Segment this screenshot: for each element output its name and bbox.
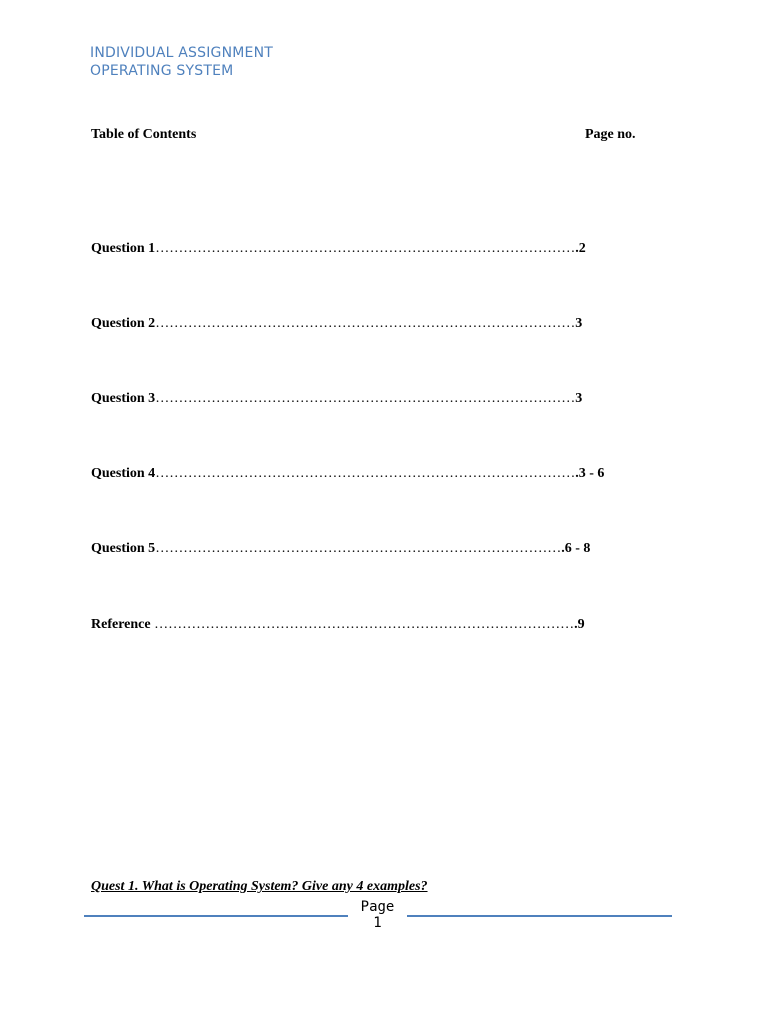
toc-entry-page: 3 [575,316,583,331]
toc-entry-label: Question 1 [91,241,156,256]
toc-entry-question-4[interactable] [91,465,604,483]
toc-entry-question-2[interactable] [91,315,582,333]
footer-page-value: 1 [373,915,382,931]
toc-entry-label: Question 2 [91,316,156,331]
toc-entry-reference[interactable] [91,616,585,634]
toc-entry-page: .2 [575,241,586,256]
toc-entry-dots: ……………………………………………………………………………… [155,466,576,481]
toc-entry-question-3[interactable] [91,390,582,408]
toc-entry-label: Reference [91,617,155,632]
toc-entry-label: Question 3 [91,391,156,406]
toc-entry-page: .6 - 8 [561,541,591,556]
toc-page-column-label: Page no. [585,127,636,142]
footer-rule-left [84,915,348,917]
toc-entry-dots: ……………………………………………………………………………… [155,316,576,331]
toc-entry-question-1[interactable] [91,240,586,258]
toc-entry-page: .3 - 6 [575,466,605,481]
section-heading-quest-1: Quest 1. What is Operating System? Give any 4 examples? [91,879,428,894]
toc-entry-question-5[interactable] [91,540,590,558]
toc-entry-page: .9 [574,617,585,632]
page-header [90,44,273,80]
toc-entry-dots: ……………………………………………………………………………… [155,241,576,256]
toc-entry-dots: ……………………………………………………………………………… [155,391,576,406]
toc-title: Table of Contents [91,127,197,142]
toc-entry-label: Question 4 [91,466,156,481]
header-title-line1: INDIVIDUAL ASSIGNMENT [90,45,274,61]
toc-entry-dots: ……………………………………………………………………………… [154,617,575,632]
toc-entry-page: 3 [575,391,583,406]
footer-page-number [348,899,407,931]
footer-rule-right [407,915,672,917]
toc-entry-label: Question 5 [91,541,156,556]
footer-page-label: Page [360,899,395,915]
header-title-line2: OPERATING SYSTEM [90,63,234,79]
toc-entry-dots: …………………………………………………………………………… [155,541,562,556]
